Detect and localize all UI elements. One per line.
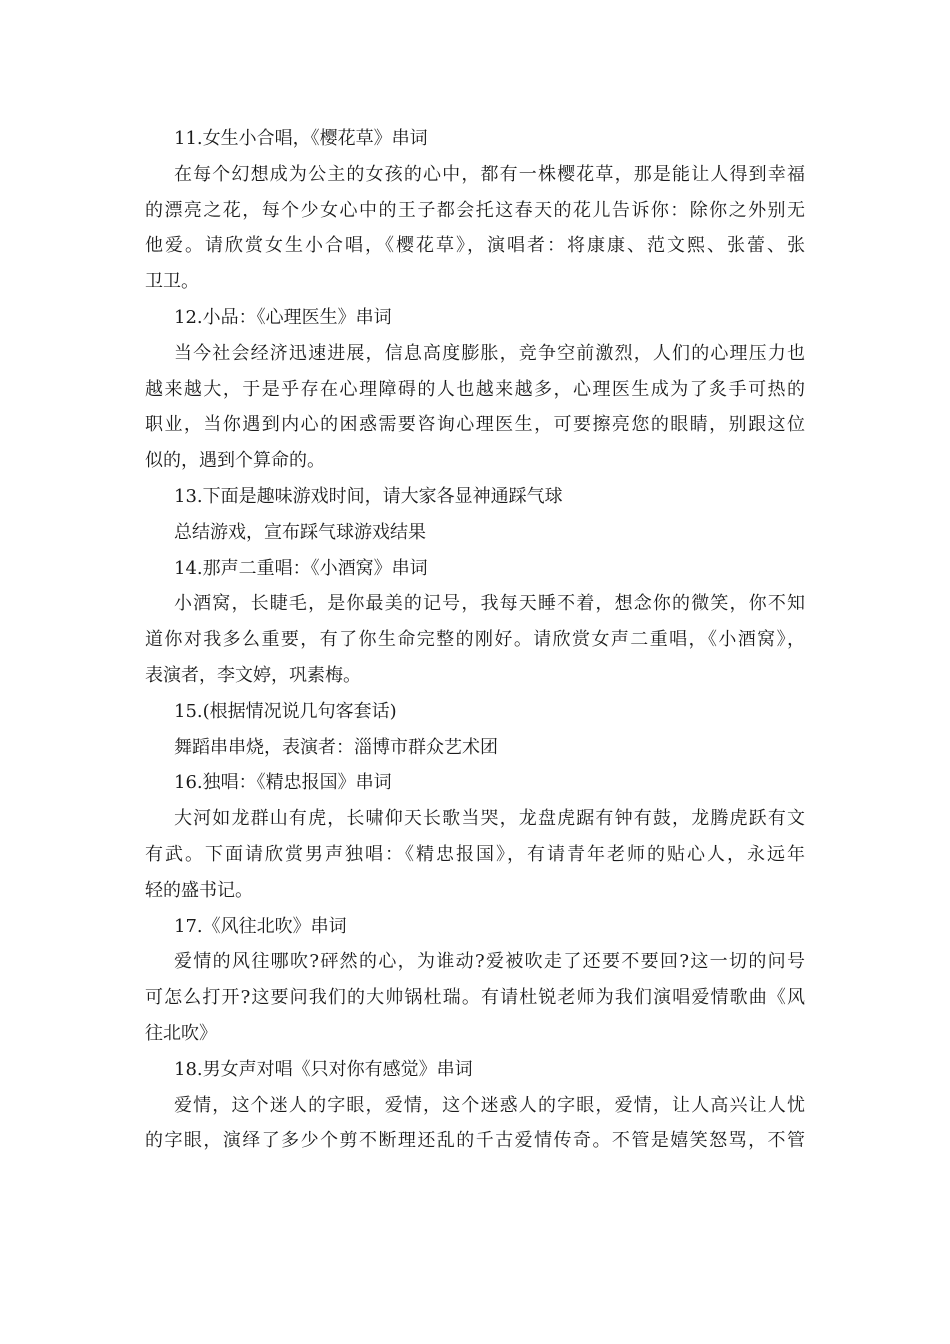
section-heading-18: 18.男女声对唱《只对你有感觉》串词 bbox=[174, 1058, 473, 1080]
section-heading-12: 12.小品：《心理医生》串词 bbox=[174, 306, 392, 328]
paragraph-line: 有武。下面请欣赏男声独唱：《精忠报国》，有请青年老师的贴心人，永远年 bbox=[145, 843, 805, 865]
document-body bbox=[145, 121, 805, 1159]
paragraph-line: 的漂亮之花，每个少女心中的王子都会托这春天的花儿告诉你：除你之外别无 bbox=[145, 199, 805, 221]
paragraph-line: 爱情，这个迷人的字眼，爱情，这个迷惑人的字眼，爱情，让人高兴让人忧 bbox=[174, 1094, 805, 1116]
paragraph-line: 在每个幻想成为公主的女孩的心中，都有一株樱花草，那是能让人得到幸福 bbox=[174, 163, 805, 185]
paragraph-line: 职业，当你遇到内心的困惑需要咨询心理医生，可要擦亮您的眼睛，别跟这位 bbox=[145, 414, 805, 436]
paragraph-line: 往北吹》 bbox=[145, 1022, 217, 1044]
paragraph-line: 表演者，李文婷，巩素梅。 bbox=[145, 664, 361, 686]
paragraph-line: 似的，遇到个算命的。 bbox=[145, 450, 325, 472]
paragraph-line: 大河如龙群山有虎，长啸仰天长歌当哭，龙盘虎踞有钟有鼓，龙腾虎跃有文 bbox=[174, 808, 805, 830]
paragraph-line: 卫卫。 bbox=[145, 271, 199, 293]
section-heading-16: 16.独唱：《精忠报国》串词 bbox=[174, 772, 392, 794]
paragraph-line: 越来越大，于是乎存在心理障碍的人也越来越多，心理医生成为了炙手可热的 bbox=[145, 378, 805, 400]
section-heading-15: 15.(根据情况说几句客套话) bbox=[174, 700, 397, 722]
paragraph-line: 当今社会经济迅速进展，信息高度膨胀，竞争空前激烈，人们的心理压力也 bbox=[174, 342, 805, 364]
paragraph-line: 爱情的风往哪吹?砰然的心，为谁动?爱被吹走了还要不要回?这一切的问号 bbox=[174, 951, 805, 973]
section-heading-11: 11.女生小合唱，《樱花草》串词 bbox=[174, 128, 428, 149]
section-heading-17: 17.《风往北吹》串词 bbox=[174, 915, 347, 937]
paragraph-line: 小酒窝，长睫毛，是你最美的记号，我每天睡不着，想念你的微笑，你不知 bbox=[174, 593, 805, 615]
section-heading-14: 14.那声二重唱：《小酒窝》串词 bbox=[174, 557, 428, 579]
paragraph-line: 轻的盛书记。 bbox=[145, 879, 253, 901]
paragraph-line: 的字眼，演绎了多少个剪不断理还乱的千古爱情传奇。不管是嬉笑怒骂，不管 bbox=[145, 1130, 805, 1152]
paragraph-line: 道你对我多么重要，有了你生命完整的刚好。请欣赏女声二重唱，《小酒窝》， bbox=[145, 629, 805, 651]
paragraph-line: 他爱。请欣赏女生小合唱，《樱花草》，演唱者：将康康、范文熙、张蕾、张 bbox=[145, 235, 805, 257]
section-heading-13: 13.下面是趣味游戏时间，请大家各显神通踩气球 bbox=[174, 485, 563, 507]
paragraph-line: 总结游戏，宣布踩气球游戏结果 bbox=[174, 521, 426, 543]
paragraph-line: 舞蹈串串烧，表演者：淄博市群众艺术团 bbox=[174, 736, 498, 758]
paragraph-line: 可怎么打开?这要问我们的大帅锅杜瑞。有请杜锐老师为我们演唱爱情歌曲《风 bbox=[145, 987, 805, 1009]
